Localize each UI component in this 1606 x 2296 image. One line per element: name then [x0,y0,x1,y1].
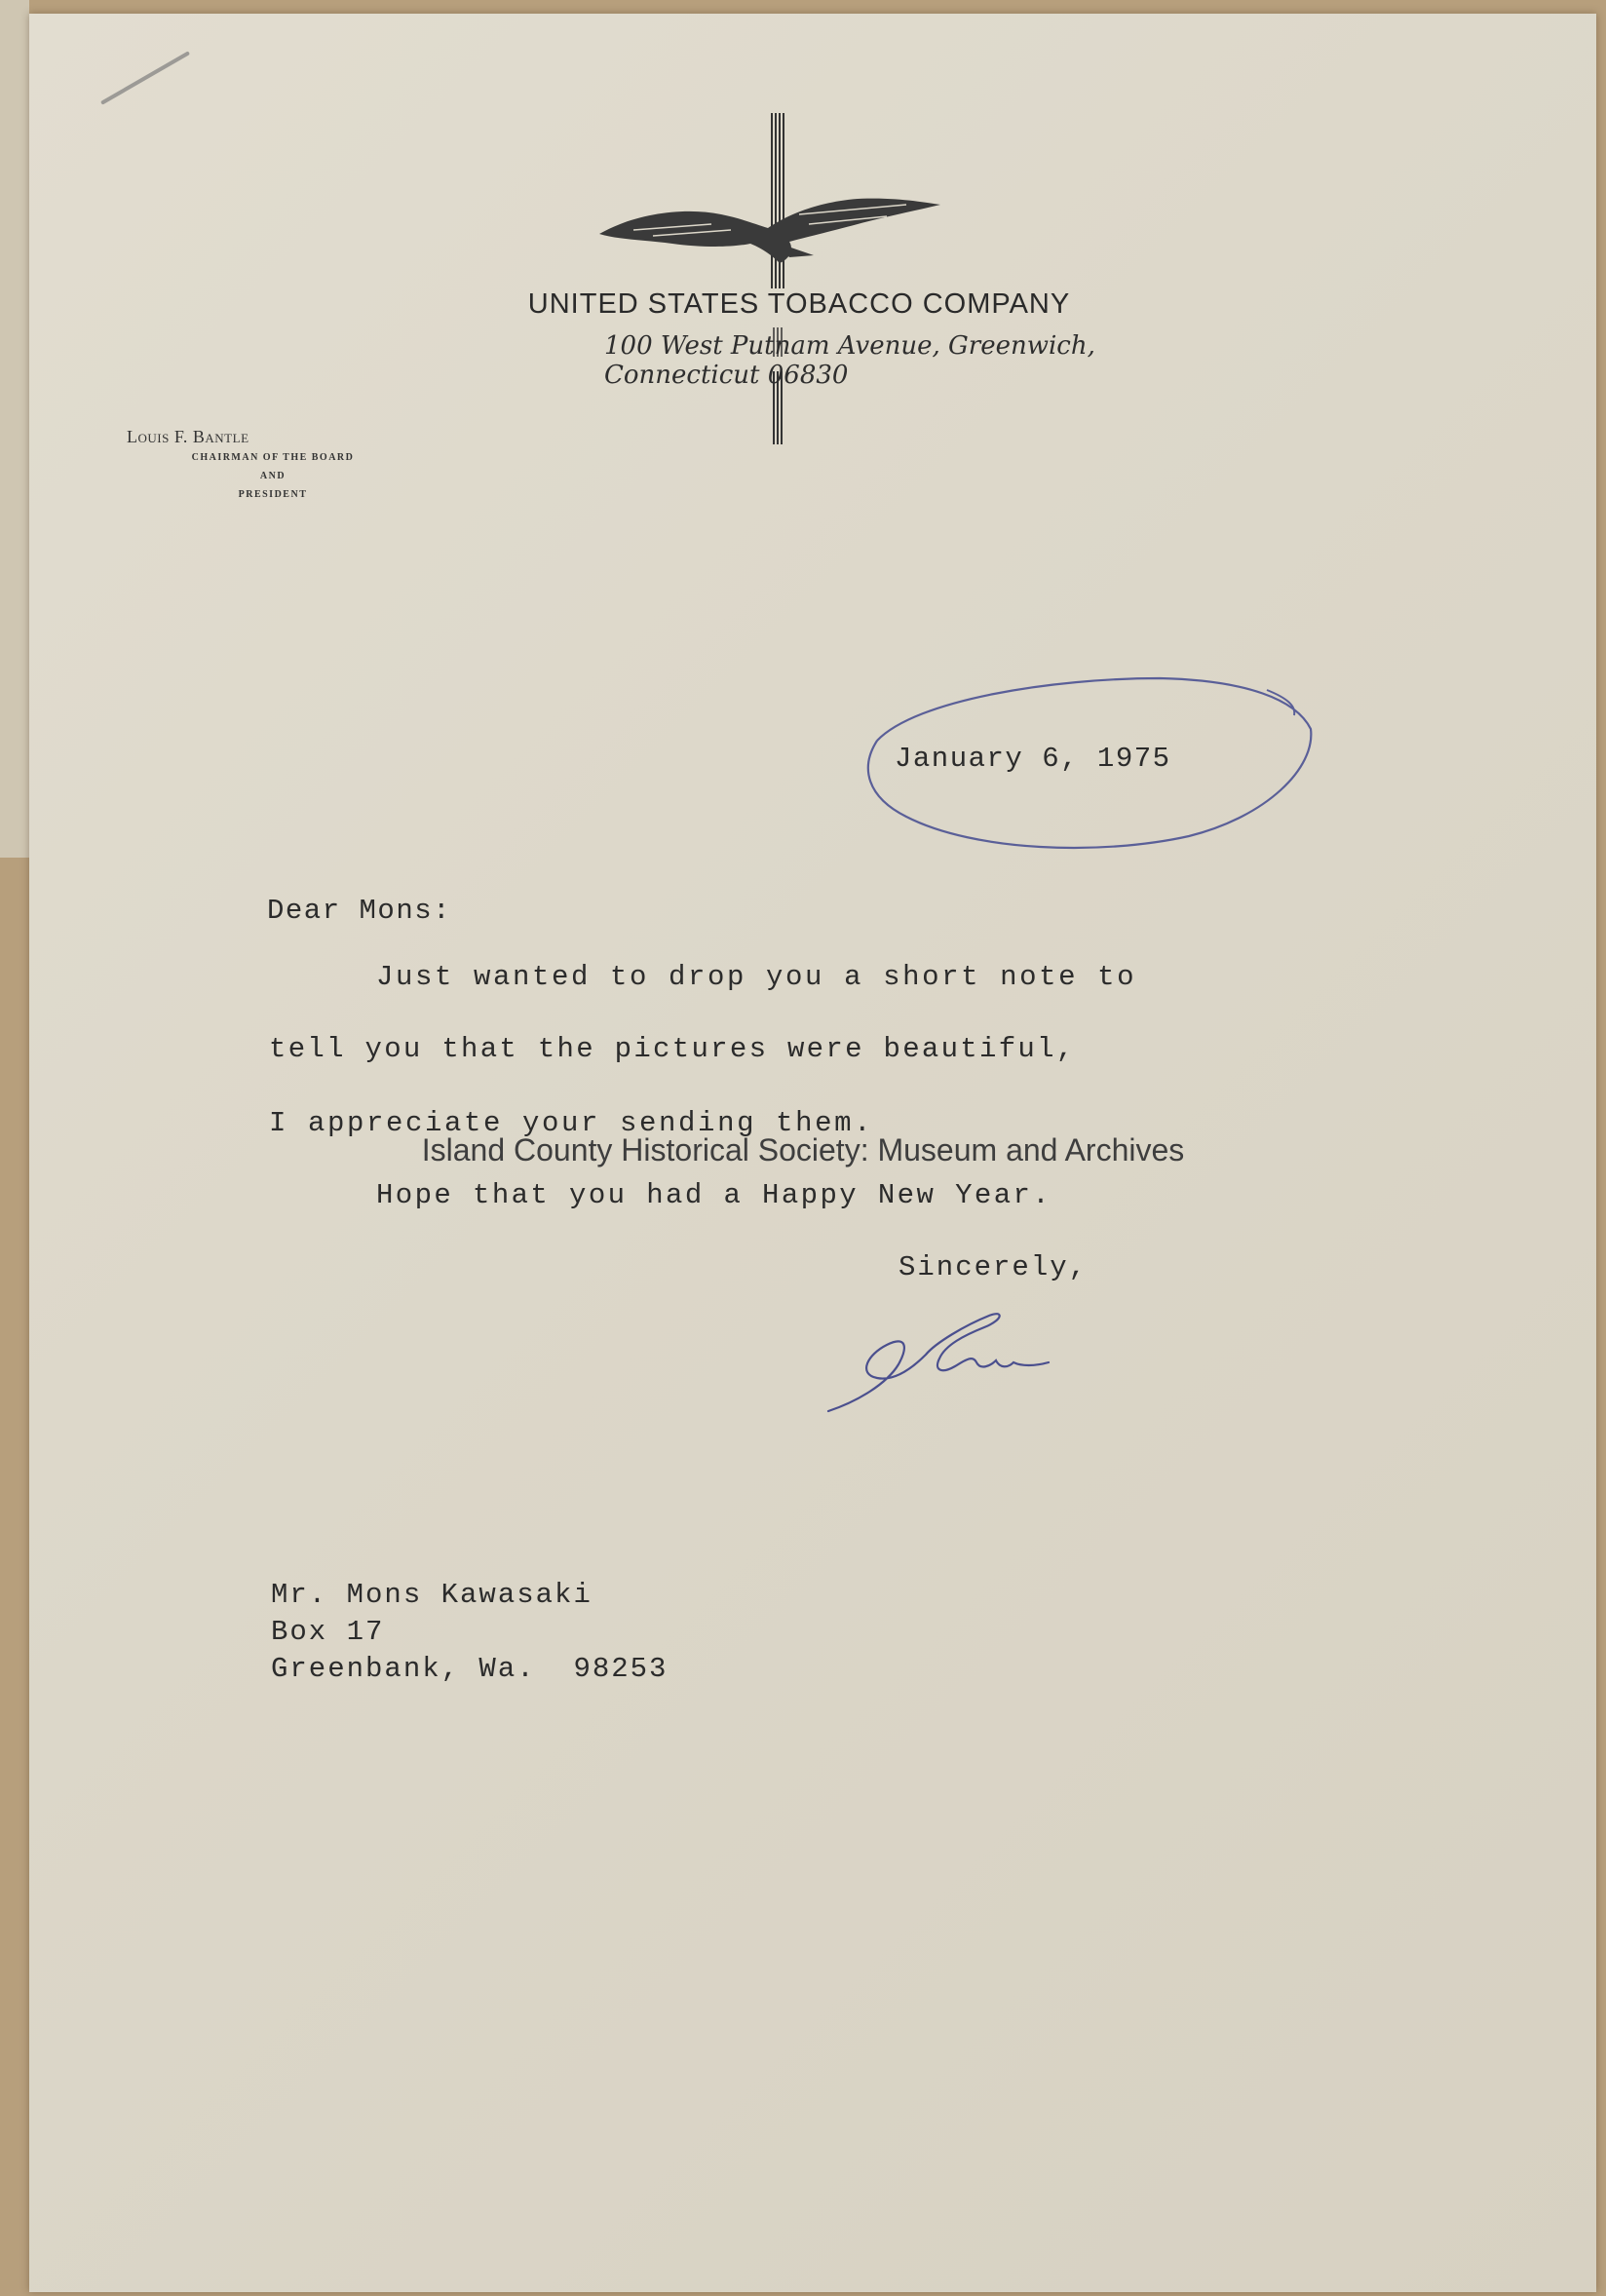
body-line-1: Just wanted to drop you a short note to [376,961,1137,993]
officer-block [127,427,390,506]
backing-paper-strip [0,0,29,858]
body-line-3: I appreciate your sending them. [269,1107,874,1139]
company-name: UNITED STATES TOBACCO COMPANY [527,288,1071,320]
recipient-name: Mr. Mons Kawasaki [271,1579,593,1611]
body-line-4: Hope that you had a Happy New Year. [376,1179,1052,1211]
recipient-box: Box 17 [271,1616,385,1648]
archive-watermark: Island County Historical Society: Museum and Archives [421,1132,1185,1167]
officer-title-line2: AND [259,471,287,481]
body-line-2: tell you that the pictures were beautiful, [269,1033,1076,1065]
letter-date: January 6, 1975 [895,743,1171,775]
company-address: 100 West Putnam Avenue, Greenwich, Connecticut 06830 [604,331,1095,390]
salutation: Dear Mons: [267,895,452,927]
eagle-logo-icon [594,185,945,273]
closing: Sincerely, [899,1251,1089,1283]
recipient-city: Greenbank, Wa. 98253 [271,1653,669,1685]
signature-lou [819,1306,1062,1423]
letterhead-vertical-lines [766,113,791,444]
officer-title-line3: PRESIDENT [238,489,308,500]
officer-title-line1: CHAIRMAN OF THE BOARD [191,452,355,463]
officer-name: Louis F. Bantle [127,427,249,446]
